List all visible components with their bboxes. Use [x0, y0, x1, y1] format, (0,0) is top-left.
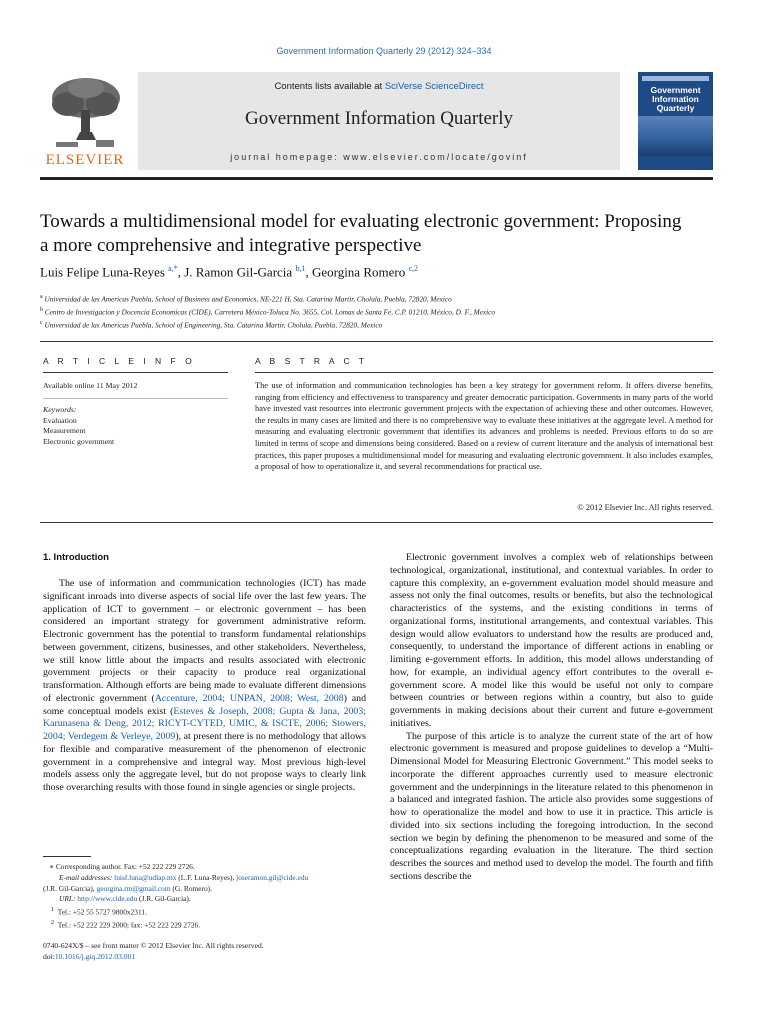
- author-name: Luis Felipe Luna-Reyes: [40, 264, 165, 280]
- affiliation-marker: a: [40, 294, 43, 300]
- footnote-emails: [43, 873, 373, 884]
- author-name: Georgina Romero: [311, 264, 406, 280]
- contents-prefix: Contents lists available at: [274, 81, 385, 92]
- keyword-item: Evaluation: [43, 415, 77, 425]
- abstract-copyright: © 2012 Elsevier Inc. All rights reserved.: [577, 503, 713, 512]
- email-link[interactable]: luisf.luna@udlap.mx: [114, 872, 177, 882]
- footnote-url: [43, 894, 373, 905]
- section-heading-introduction: 1. Introduction: [43, 552, 109, 563]
- email-link[interactable]: joseramon.gil@cide.edu: [236, 872, 309, 882]
- journal-homepage[interactable]: journal homepage: www.elsevier.com/locate/govinf: [230, 152, 528, 162]
- paragraph-text: ) and some conceptual models exist (: [43, 692, 366, 717]
- article-info-heading: A R T I C L E I N F O: [43, 356, 196, 366]
- keywords-label: Keywords:: [43, 405, 77, 414]
- footnote-2: [43, 918, 373, 931]
- url-owner: (J.R. Gil-Garcia).: [137, 894, 191, 904]
- elsevier-tree-icon: [46, 74, 124, 150]
- paragraph: Electronic government involves a complex web of relationships between technological, organizational, institutional, and contextual variables. In order to capture this complexity, an e-government evaluation model should measure and assess not only the final outcomes, results or benefits, but also the technological characteristics of the systems, and the existing conditions in terms of organizational forms, institutional arrangements, and contextual variables. This design would allow evaluators to understand how the results are produced and, consequently, to understand the importance of different actions in enabling or limiting e-government efforts. In addition, this model allows understanding of how, for example, an individual agency effort contributes to the overall e-government score. A model like this would be useful not only to compare between countries or between regions within a country, but also to guide governments in making decisions about their current and future e-government initiatives.: [390, 552, 713, 729]
- author-affiliation-marker[interactable]: a,*: [168, 264, 178, 273]
- paragraph: The purpose of this article is to analyze the current state of the art of how electronic government is measured and propose guidelines to develop a “Multi-Dimensional Model for Measuring Electronic Government.” This model seeks to incorporate the different approaches currently used to measure electronic government and the underpinnings in the literature related to this phenomenon in a balanced and integrated fashion. The article also provides some suggestions of how to operationalize the model and how to use it in practice. This article is divided into six sections including the foregoing introduction. In the second section we begin by defining the phenomenon to be measured and some of the conceptualizations regarding evaluation in the literature. The third section describes the sources and method used to develop the model. The fourth and fifth sections describe the: [390, 730, 713, 882]
- author-affiliation-marker[interactable]: b,1: [295, 264, 306, 273]
- header-divider: [40, 177, 713, 180]
- affiliation-item: [40, 318, 730, 331]
- author-affiliation-marker[interactable]: c,2: [408, 264, 419, 273]
- keywords-block: [43, 405, 223, 447]
- email-label: E-mail addresses:: [59, 872, 113, 882]
- affiliation-item: [40, 305, 730, 318]
- article-info-divider: [43, 372, 228, 373]
- doi-label: doi:: [43, 952, 55, 961]
- affiliation-marker: c: [40, 319, 43, 326]
- author-name: J. Ramon Gil-Garcia: [184, 264, 293, 280]
- citation-link[interactable]: Esteves & Joseph, 2008; Gupta & Jana, 2003; Karunasena & Deng, 2012; RICYT-CYTED, UMIC, & ISCTE, 2006; Stowers, 2004; Verdegem & Verleye, 2009: [43, 705, 366, 742]
- cover-title-line: Information: [652, 94, 699, 104]
- email-owner: (L.F. Luna-Reyes),: [176, 872, 237, 882]
- affiliation-text: Universidad de las Americas Puebla, School of Engineering, Sta. Catarina Martir, Cholula, Puebla, 72820, Mexico: [44, 320, 383, 330]
- journal-cover-image[interactable]: [638, 72, 713, 170]
- contents-availability: [138, 81, 620, 92]
- citation-link[interactable]: Accenture, 2004; UNPAN, 2008; West, 2008: [154, 692, 344, 704]
- footnote-1: [43, 905, 373, 918]
- cover-artwork: [638, 116, 713, 156]
- paragraph-text: The use of information and communication technologies (ICT) has made significant inroads into diverse aspects of social life over the last few years. The application of ICT to government – or electronic government – has been considered an important strategy for government administrative reform. Electronic government has the potential to transform fundamental relationships between government, citizens, businesses, and other stakeholders. Nevertheless, we still know little about the impacts and results associated with electronic government projects or their capacity to produce real organizational transformation. Although efforts are being made to evaluate different dimensions of electronic government (: [43, 578, 366, 704]
- footnote-marker: 2: [51, 920, 55, 927]
- title-line: Towards a multidimensional model for evaluating electronic government: Proposing: [40, 211, 682, 232]
- doi-line: [43, 951, 373, 962]
- doi-link[interactable]: 10.1016/j.giq.2012.03.001: [54, 952, 136, 961]
- footnote-corresponding: ∗ Corresponding author. Fax: +52 222 229 2726.: [49, 862, 195, 871]
- cover-title-line: Quarterly: [656, 103, 695, 113]
- journal-title: Government Information Quarterly: [244, 108, 514, 129]
- email-owner: (G. Romero).: [170, 883, 213, 893]
- journal-citation[interactable]: Government Information Quarterly 29 (2012) 324–334: [276, 46, 492, 56]
- title-line: a more comprehensive and integrative perspective: [40, 235, 422, 256]
- elsevier-wordmark: ELSEVIER: [45, 152, 125, 168]
- abstract-text: The use of information and communication technologies has been a key strategy for government reform. It offers diverse benefits, ranging from efficiency and effectiveness to transparency and greater democratic participation. Governments in many parts of the world have invested vast resources into electronic government projects with the expectation of achieving these and other outcomes. However, the results in many cases are limited and there is no comprehensive way to evaluate these initiatives at the aggregate level. A method for measuring and evaluating electronic government that identifies its advances and problems is needed. Previous efforts to do so are limited in terms of scope and dimensions being considered. Based on a review of current literature and the analysis of international best practices, this paper proposes a multidimensional model for measuring and evaluating electronic government. It also includes examples, a proposal of how to operationalize it, and several recommendations for practical use.: [255, 381, 713, 472]
- affiliation-divider: [40, 341, 713, 342]
- affiliation-text: Centro de Investigacion y Docencia Economicas (CIDE), Carretera México-Toluca No. 3655, Col. Lomas de Santa Fe, C.P. 01210, México, D. F., Mexico: [44, 307, 496, 317]
- body-left-column: [43, 578, 366, 795]
- footnote-divider: [43, 856, 91, 857]
- footnotes: [43, 862, 373, 932]
- footnote-marker: 1: [51, 907, 55, 914]
- footnote-emails-cont: [43, 884, 373, 895]
- keywords-divider: [43, 398, 228, 399]
- front-matter: [43, 940, 373, 962]
- front-matter-line: 0740-624X/$ – see front matter © 2012 Elsevier Inc. All rights reserved.: [43, 941, 264, 950]
- journal-masthead: [138, 72, 620, 170]
- affiliation-marker: b: [40, 306, 43, 313]
- article-title: [40, 210, 730, 258]
- url-link[interactable]: http://www.cide.edu: [77, 894, 138, 904]
- email-link[interactable]: georgina.rm@gmail.com: [96, 883, 171, 893]
- article-history: Available online 11 May 2012: [43, 381, 138, 390]
- paragraph: [43, 578, 366, 795]
- abstract-bottom-divider: [40, 522, 713, 523]
- footnote-text: Tel.: +52 222 229 2000; fax: +52 222 229 2726.: [57, 920, 201, 930]
- keyword-item: Electronic government: [43, 436, 115, 446]
- abstract-divider: [255, 372, 713, 373]
- body-right-column: [390, 552, 713, 884]
- email-owner: (J.R. Gil-Garcia),: [43, 883, 97, 893]
- footnote-text: Tel.: +52 55 5727 9800x2311.: [57, 907, 147, 917]
- cover-title: [642, 86, 709, 113]
- cover-title-line: Government: [650, 85, 701, 95]
- abstract-heading: A B S T R A C T: [255, 356, 368, 366]
- sciencedirect-link[interactable]: SciVerse ScienceDirect: [384, 81, 484, 92]
- author-list: Luis Felipe Luna-Reyes $^{a,*}$, J. Ramon Gil-Garcia $^{b,1}$, Georgina Romero $^{c,2}$: [40, 264, 419, 280]
- affiliation-item: [40, 292, 730, 305]
- paragraph-text: ), at present there is no methodology that allows for flexible and comparative measurement of the phenomenon of electronic government in a comprehensive and integral way. Most previous high-level models assess only the aggregate level, but do not propose ways to clearly link those overarching results with those found in single agencies or single projects.: [43, 731, 367, 793]
- cover-top-bar: [642, 76, 709, 81]
- affiliation-text: Universidad de las Americas Puebla, School of Business and Economics, NE-221 H, Sta. Catarina Martir, Cholula, Puebla, 72820, Mexico: [44, 294, 452, 304]
- elsevier-logo[interactable]: [40, 74, 130, 170]
- url-label: URL:: [59, 894, 78, 904]
- journal-header: [40, 72, 713, 176]
- affiliation-list: [40, 292, 730, 331]
- keyword-item: Measurement: [43, 426, 86, 436]
